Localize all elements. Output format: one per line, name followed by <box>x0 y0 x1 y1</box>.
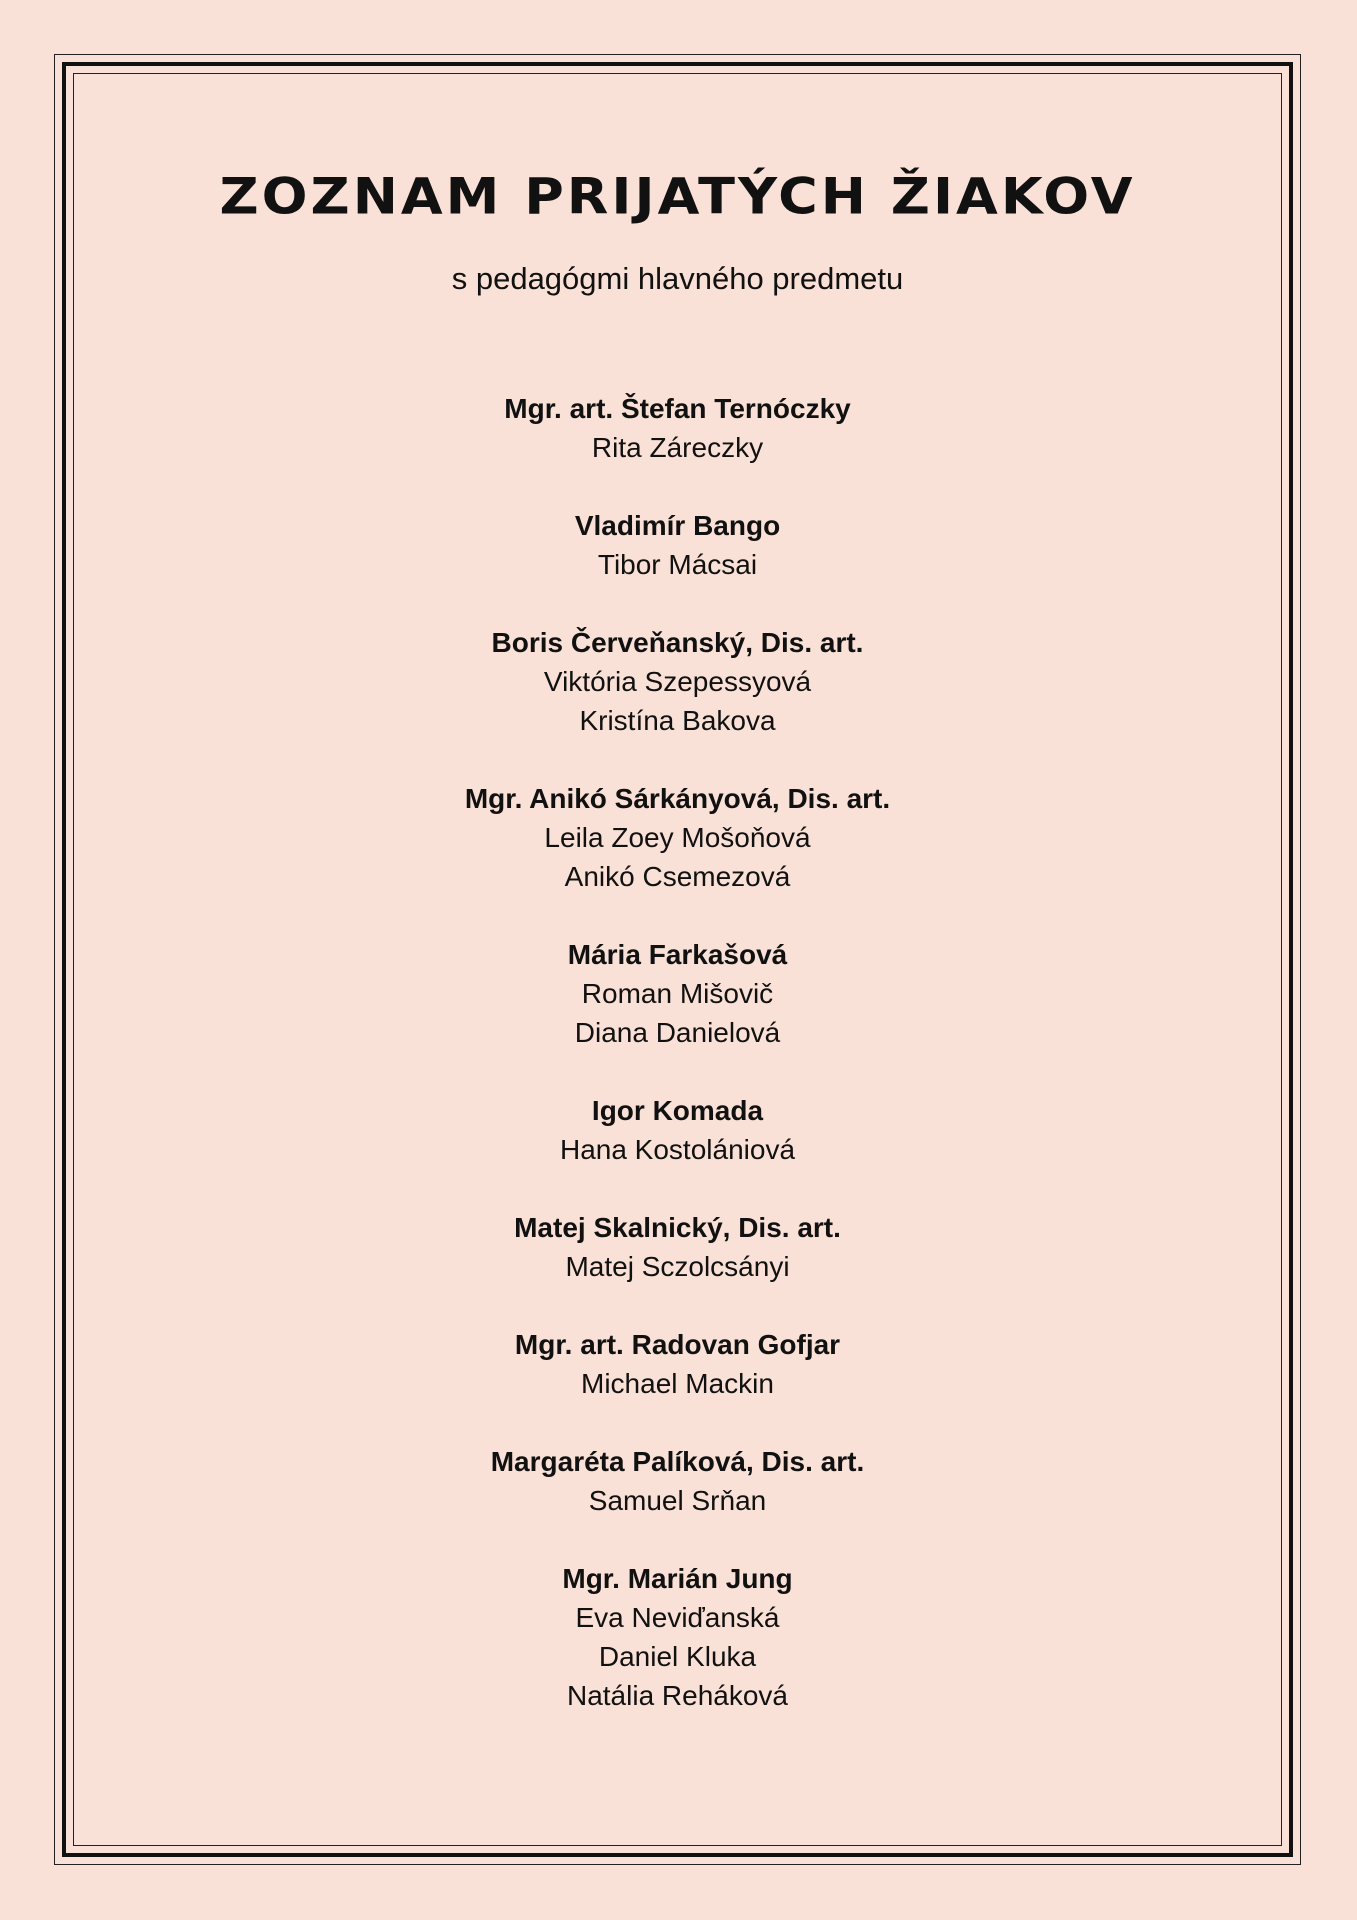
student-name: Natália Reháková <box>566 1680 789 1711</box>
student-name: Tibor Mácsai <box>597 549 758 580</box>
student-name: Roman Mišovič <box>581 978 774 1009</box>
teacher-group <box>73 1208 1282 1286</box>
teacher-group <box>73 779 1282 896</box>
teacher-group <box>73 389 1282 467</box>
student-name: Hana Kostolániová <box>559 1134 796 1165</box>
teacher-name: Igor Komada <box>591 1095 764 1126</box>
student-name: Leila Zoey Mošoňová <box>544 822 811 853</box>
teacher-name: Mgr. art. Štefan Ternóczky <box>504 393 851 424</box>
teacher-name: Boris Červeňanský, Dis. art. <box>491 627 864 658</box>
teacher-name: Margaréta Palíková, Dis. art. <box>490 1446 865 1477</box>
teacher-name: Mgr. Anikó Sárkányová, Dis. art. <box>464 783 891 814</box>
teacher-name: Matej Skalnický, Dis. art. <box>514 1212 841 1243</box>
teacher-name: Mgr. art. Radovan Gofjar <box>514 1329 841 1360</box>
teacher-group <box>73 1442 1282 1520</box>
teacher-group <box>73 1091 1282 1169</box>
student-name: Diana Danielová <box>574 1017 781 1048</box>
student-name: Viktória Szepessyová <box>543 666 812 697</box>
student-name: Kristína Bakova <box>579 705 776 736</box>
student-name: Matej Sczolcsányi <box>565 1251 790 1282</box>
teacher-group <box>73 506 1282 584</box>
student-name: Eva Neviďanská <box>575 1602 780 1633</box>
document-subtitle: s pedagógmi hlavného predmetu <box>451 261 904 296</box>
student-name: Rita Záreczky <box>591 432 764 463</box>
teacher-group <box>73 623 1282 740</box>
student-name: Samuel Srňan <box>588 1485 767 1516</box>
document-content <box>73 73 1282 1846</box>
teacher-name: Vladimír Bango <box>574 510 781 541</box>
teacher-name: Mária Farkašová <box>567 939 788 970</box>
student-name: Anikó Csemezová <box>564 861 791 892</box>
teacher-group <box>73 935 1282 1052</box>
student-name: Michael Mackin <box>581 1368 774 1399</box>
teacher-name: Mgr. Marián Jung <box>562 1563 793 1594</box>
teacher-group <box>73 1559 1282 1715</box>
student-name: Daniel Kluka <box>598 1641 757 1672</box>
teacher-group <box>73 1325 1282 1403</box>
document-title: ZOZNAM PRIJATÝCH ŽIAKOV <box>219 167 1136 226</box>
teacher-student-list <box>73 389 1282 1754</box>
